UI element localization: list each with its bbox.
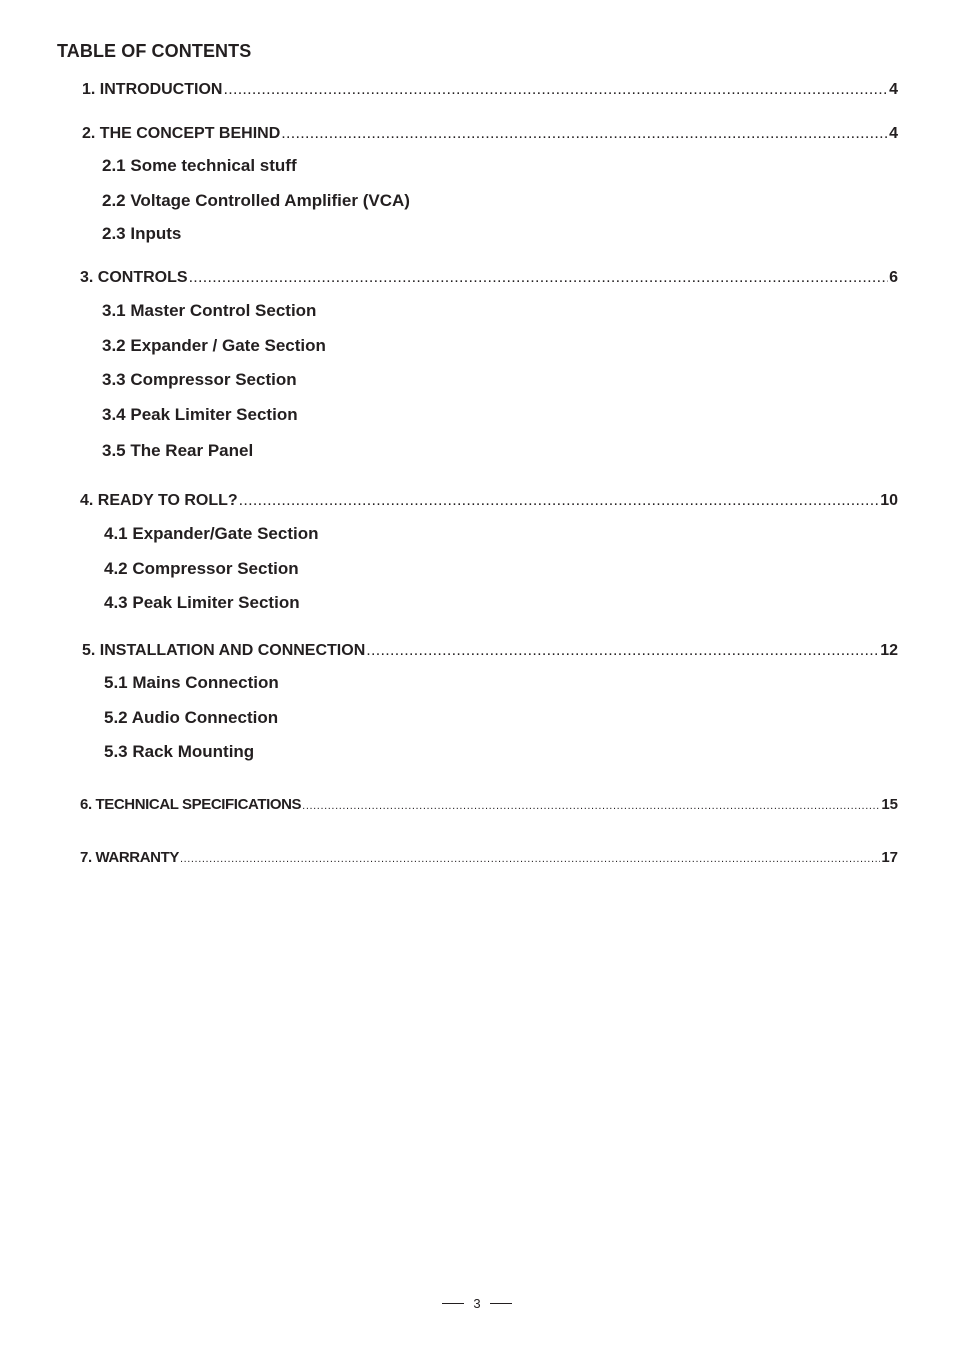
toc-entry-label: 6. TECHNICAL SPECIFICATIONS [80, 796, 302, 813]
toc-entry-controls[interactable] [80, 269, 898, 287]
toc-entry-label: 3. CONTROLS [80, 269, 188, 286]
toc-leader-dots [223, 81, 888, 99]
toc-entry-page: 15 [881, 796, 898, 813]
toc-entry-page: 4 [889, 125, 898, 142]
toc-leader-dots [281, 125, 888, 143]
toc-entry-ready-to-roll[interactable] [80, 492, 898, 510]
toc-subentry[interactable]: 3.1 Master Control Section [102, 301, 317, 320]
toc-subentry[interactable]: 4.1 Expander/Gate Section [104, 524, 319, 543]
toc-entry-page: 10 [880, 492, 898, 509]
toc-subentry[interactable]: 5.2 Audio Connection [104, 708, 279, 727]
toc-entry-page: 6 [889, 269, 898, 286]
toc-subentry[interactable]: 2.1 Some technical stuff [102, 156, 297, 175]
toc-subentry[interactable]: 4.2 Compressor Section [104, 559, 299, 578]
toc-leader-dots [366, 642, 879, 660]
toc-entry-label: 4. READY TO ROLL? [80, 492, 238, 509]
toc-subentry[interactable]: 3.3 Compressor Section [102, 370, 297, 389]
toc-leader-dots [180, 853, 880, 865]
toc-subentry[interactable]: 5.3 Rack Mounting [104, 742, 255, 761]
toc-entry-label: 5. INSTALLATION AND CONNECTION [82, 642, 366, 659]
toc-entry-concept[interactable] [82, 125, 898, 143]
toc-entry-installation[interactable] [82, 642, 898, 660]
toc-entry-label: 2. THE CONCEPT BEHIND [82, 125, 281, 142]
toc-subentry[interactable]: 3.5 The Rear Panel [102, 441, 254, 460]
toc-entry-warranty[interactable] [80, 849, 898, 866]
toc-entry-label: 7. WARRANTY [80, 849, 179, 866]
page-footer [0, 1296, 954, 1311]
toc-entry-page: 17 [881, 849, 898, 866]
toc-entry-label: 1. INTRODUCTION [82, 81, 223, 98]
toc-entry-introduction[interactable] [82, 81, 898, 99]
footer-rule-left [442, 1303, 464, 1304]
toc-entry-page: 4 [889, 81, 898, 98]
toc-leader-dots [239, 492, 880, 510]
toc-subentry[interactable]: 4.3 Peak Limiter Section [104, 593, 300, 612]
toc-leader-dots [302, 800, 880, 812]
toc-title: TABLE OF CONTENTS [57, 41, 252, 61]
toc-subentry[interactable]: 2.3 Inputs [102, 224, 182, 243]
toc-subentry[interactable]: 3.2 Expander / Gate Section [102, 336, 326, 355]
toc-leader-dots [189, 269, 889, 287]
toc-subentry[interactable]: 3.4 Peak Limiter Section [102, 405, 298, 424]
footer-rule-right [490, 1303, 512, 1304]
toc-subentry[interactable]: 5.1 Mains Connection [104, 673, 279, 692]
page-number: 3 [473, 1296, 481, 1311]
toc-entry-technical-specifications[interactable] [80, 796, 898, 813]
toc-entry-page: 12 [880, 642, 898, 659]
toc-subentry[interactable]: 2.2 Voltage Controlled Amplifier (VCA) [102, 191, 410, 210]
